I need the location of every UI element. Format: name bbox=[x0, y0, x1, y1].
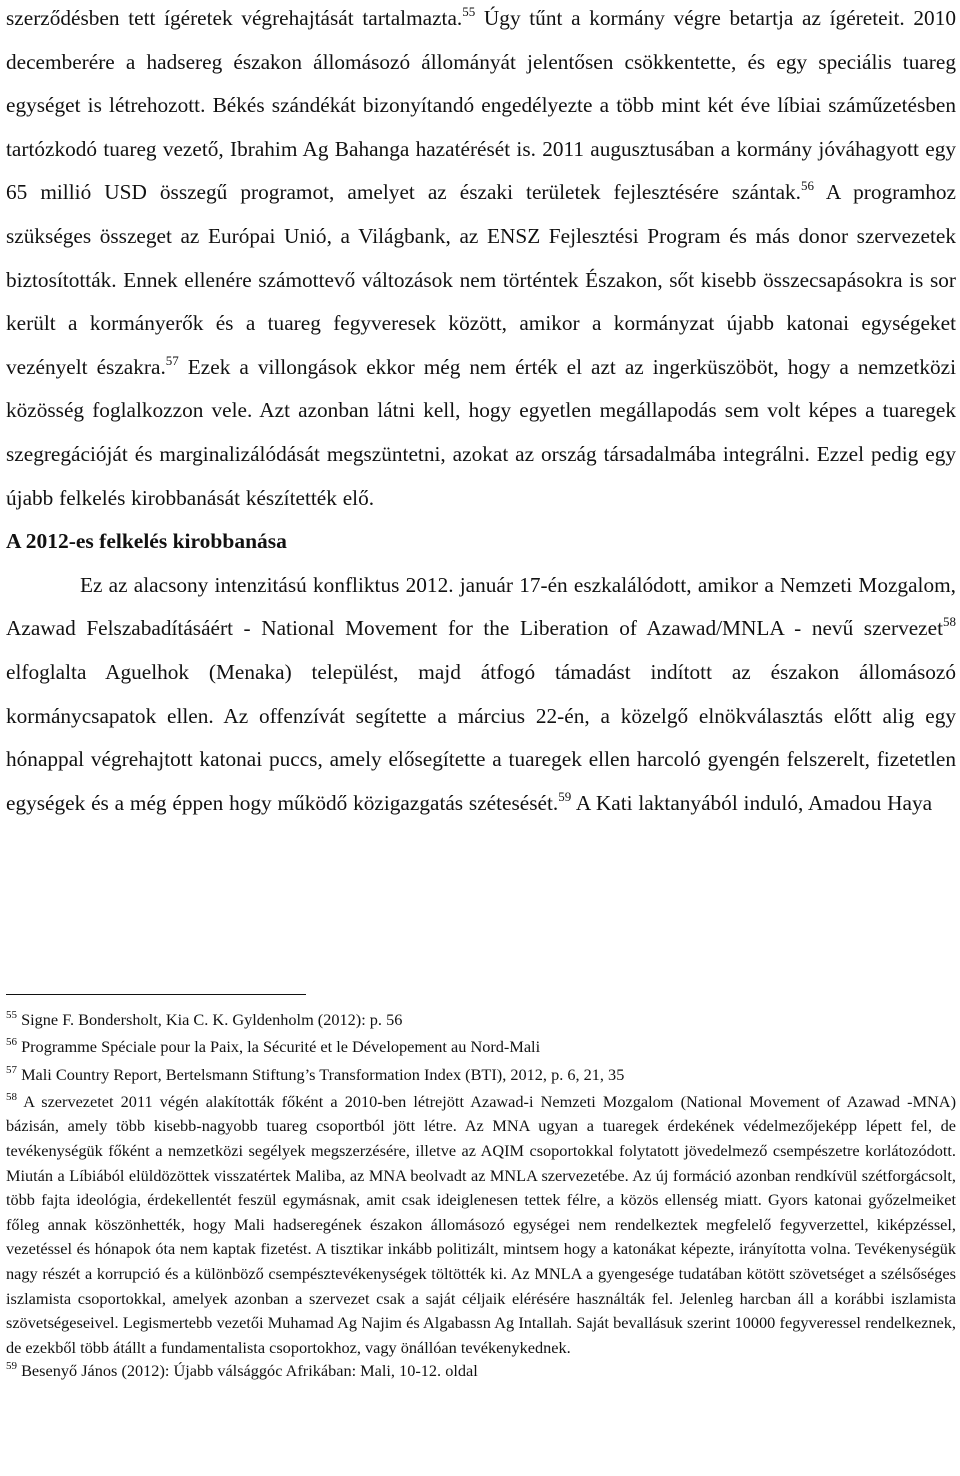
footnote-number: 58 bbox=[6, 1090, 17, 1103]
footnote-text: Besenyő János (2012): Újabb válsággóc Afrikában: Mali, 10-12. oldal bbox=[17, 1361, 478, 1381]
text-segment: Ez az alacsony intenzitású konfliktus 2012. január 17-én eszkalálódott, amikor a Nemzeti Mozgalom, Azawad Felszabadításáért - National Movement for the Liberation of Azawad/MNLA - nevű szervezet bbox=[6, 572, 956, 641]
footnote-58 bbox=[6, 1090, 956, 1361]
text-segment: A programhoz szükséges összeget az Európai Unió, a Világbank, az ENSZ Fejlesztési Program és más donor szervezetek biztosították. Ennek ellenére számottevő változások nem történtek Északon, sőt kisebb összecsapásokra is sor került a kormányerők és a tuareg fegyveresek között, amikor a kormányzat újabb katonai egységeket vezényelt északra. bbox=[6, 180, 957, 379]
text-segment: Úgy tűnt a kormány végre betartja az ígéreteit. 2010 decemberére a hadsereg északon állomásozó állományát jelentősen csökkentette, és egy speciális tuareg egységet is létrehozott. Békés szándékát bizonyítandó engedélyezte a több mint két éve líbiai száműzetésben tartózkodó tuareg vezető, Ibrahim Ag Bahanga hazatérését is. 2011 augusztusában a kormány jóváhagyott egy 65 millió USD összegű programot, amelyet az északi területek fejlesztésére szántak. bbox=[6, 6, 956, 205]
footnote-text: A szervezetet 2011 végén alakították főként a 2010-ben létrejött Azawad-i Nemzeti Mozgalom (National Movement of Azawad -MNA) bázisán, amely több kisebb-nagyobb tuareg csoportból jött létre. Az MNA ugyan a tuaregek érdekének védelmezőjeképp lépett fel, de tevékenységük főként a nemzetközi segélyek megszerzésére, illetve az AQIM csoportokkal folytatott jövedelmező csempészetre korlátozódott. Miután a Líbiából elüldözöttek visszatértek Maliba, az MNA beolvadt az MNLA szervezetébe. Az új formáció azonban rendkívül szétforgácsolt, több fajta ideológia, érdekellentét feszül egymásnak, amit csak ideiglenesen tettek félre, a közös ellenség miatt. Gyors katonai győzelmeiket főleg annak köszönhették, hogy Mali hadseregének északon állomásozó egységei nem rendelkeztek megfelelő fegyverzettel, kiképzéssel, vezetéssel és hónapok óta nem kaptak fizetést. A tisztikar inkább politizált, mintsem hogy a katonákat képezte, irányította volna. Tevékenységük nagy részét a korrupció és a különböző csempésztevékenységek töltötték ki. Az MNLA a gyengesége tudatában kötött szövetséget a szélsőséges iszlamista csoportokkal, amelyek azonban a szervezet csak a saját céljaik elérésére használták fel. Jelenleg harcban áll a korábbi iszlamista szövetségeseivel. Legismertebb vezetői Muhamad Ag Najim és Algabassn Ag Intallah. Saját bevallásuk szerint 10000 fegyveressel rendelkeznek, de ezekből több átállt a fundamentalista csoportokhoz, vagy önállóan tevékenykednek. bbox=[6, 1091, 956, 1357]
footnote-57 bbox=[6, 1063, 956, 1087]
footnote-number: 57 bbox=[6, 1063, 17, 1076]
body-paragraph-1 bbox=[6, 0, 956, 520]
footnote-text: Signe F. Bondersholt, Kia C. K. Gyldenholm (2012): p. 56 bbox=[17, 1010, 403, 1029]
footnote-number: 59 bbox=[6, 1360, 17, 1373]
footnote-ref-59[interactable]: 59 bbox=[558, 788, 572, 804]
footnote-ref-55[interactable]: 55 bbox=[462, 4, 476, 19]
footnote-text: Mali Country Report, Bertelsmann Stiftung’s Transformation Index (BTI), 2012, p. 6, 21, 35 bbox=[17, 1064, 625, 1084]
footnote-text: Programme Spéciale pour la Paix, la Sécurité et le Dévelopement au Nord-Mali bbox=[17, 1037, 541, 1057]
footnote-separator bbox=[6, 994, 306, 995]
footnote-55 bbox=[6, 1008, 956, 1032]
text-segment: szerződésben tett ígéretek végrehajtását tartalmazta. bbox=[6, 6, 463, 30]
text-segment: A Kati laktanyából induló, Amadou Haya bbox=[571, 790, 933, 815]
footnote-number: 56 bbox=[6, 1036, 17, 1049]
footnote-ref-57[interactable]: 57 bbox=[165, 352, 179, 368]
footnote-number: 55 bbox=[6, 1009, 17, 1021]
text-segment: elfoglalta Aguelhok (Menaka) települést, majd átfogó támadást indított az északon állomásozó kormánycsapatok ellen. Az offenzívát segítette a március 22-én, a közelgő elnökválasztás előtt alig egy hónappal végrehajtott katonai puccs, amely elősegítette a tuaregek ellen harcoló gyengén felszerelt, fizetetlen egységek és a még éppen hogy működő közigazgatás szétesését. bbox=[6, 659, 956, 815]
text-segment: Ezek a villongások ekkor még nem érték el azt az ingerküszöböt, hogy a nemzetközi közösség foglalkozzon vele. Azt azonban látni kell, hogy egyetlen megállapodás sem volt képes a tuaregek szegregációját és marginalizálódását megszüntetni, azokat az ország társadalmába integrálni. Ezzel pedig egy újabb felkelés kirobbanását készítették elő. bbox=[6, 354, 956, 510]
body-paragraph-2 bbox=[6, 564, 956, 826]
footnote-59 bbox=[6, 1359, 956, 1383]
section-heading: A 2012-es felkelés kirobbanása bbox=[6, 529, 287, 554]
footnote-ref-56[interactable]: 56 bbox=[801, 178, 815, 194]
footnote-ref-58[interactable]: 58 bbox=[943, 614, 956, 630]
document-page bbox=[6, 0, 956, 825]
footnotes-section bbox=[6, 1008, 956, 1384]
footnote-56 bbox=[6, 1035, 956, 1059]
